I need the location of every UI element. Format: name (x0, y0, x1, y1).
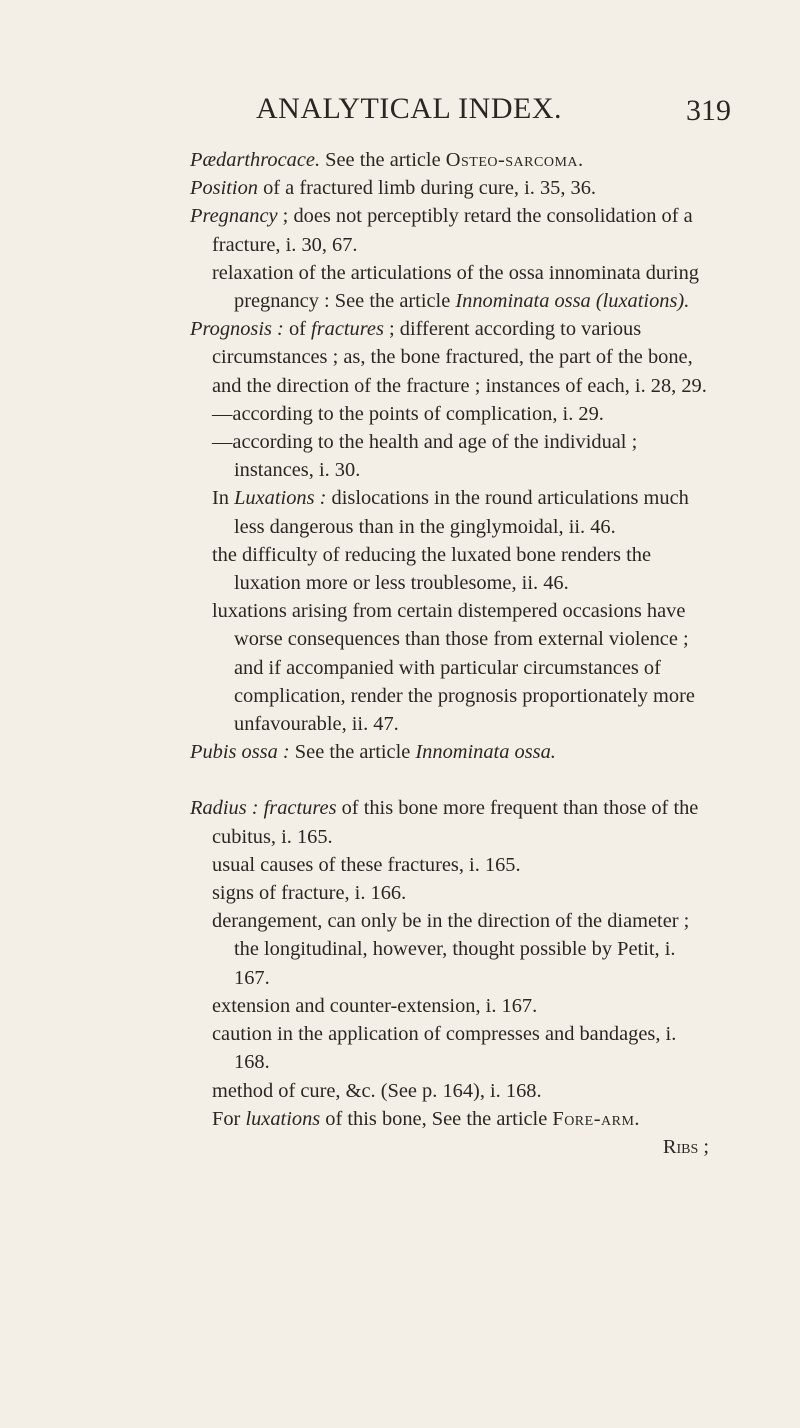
entry-text: luxations arising from certain distempered occasions have worse consequences than those from external violence ; and if accompanied with particular circumstances of complication, render the prognosis proportionately more unfavourable, ii. 47. (212, 600, 695, 736)
page-header (0, 92, 800, 132)
entry-text: relaxation of the articulations of the ossa innominata during pregnancy : See the article (212, 261, 699, 313)
index-entry (190, 174, 715, 202)
entry-text: of this bone more frequent than those of the cubitus, i. 165. (212, 797, 699, 848)
entry-text: signs of fracture, i. 166. (212, 882, 407, 905)
entry-reference: Osteo-sarcoma. (445, 149, 584, 171)
index-entry (190, 1105, 715, 1133)
index-entry (190, 597, 715, 738)
entry-reference: Fore-arm. (552, 1107, 640, 1130)
index-entry (190, 738, 715, 766)
index-body (190, 146, 715, 1161)
index-entry (190, 907, 715, 992)
entry-term: Pædarthrocace. (190, 149, 321, 171)
index-entry (190, 400, 715, 428)
index-entry (190, 851, 715, 879)
entry-text: ; does not perceptibly retard the consolidation of a fracture, i. 30, 67. (212, 205, 693, 256)
entry-term: Radius : (190, 797, 259, 820)
entry-reference: Innominata ossa. (415, 741, 556, 764)
entry-text: of this bone, See the article (320, 1107, 553, 1130)
index-entry (190, 541, 715, 597)
index-entry (190, 1020, 715, 1076)
entry-text: extension and counter-extension, i. 167. (212, 994, 538, 1017)
entry-text: See the article (320, 149, 446, 171)
entry-text: In (212, 487, 235, 510)
entry-term: Prognosis : (190, 318, 284, 341)
entry-text: the difficulty of reducing the luxated bone renders the luxation more or less troublesome, ii. 46. (212, 543, 652, 595)
entry-term: fractures (311, 318, 384, 341)
entry-term: fractures (263, 797, 337, 820)
index-entry (190, 428, 715, 484)
index-entry (190, 992, 715, 1020)
index-entry (190, 794, 715, 850)
index-entry (190, 879, 715, 907)
entry-term: Luxations : (234, 487, 327, 510)
entry-text: dislocations in the round articulations much less dangerous than in the ginglymoidal, ii. 46. (234, 487, 689, 538)
entry-term: Pregnancy (190, 205, 278, 228)
index-entry (190, 315, 715, 400)
entry-text: caution in the application of compresses and bandages, i. 168. (212, 1023, 677, 1074)
index-entry (190, 484, 715, 540)
index-entry (190, 146, 715, 174)
index-entry (190, 1077, 715, 1105)
index-entry (190, 202, 715, 258)
entry-text: ; different according to various circumstances ; as, the bone fractured, the part of the bone, and the direction of the fracture ; instances of each, i. 28, 29. (212, 318, 707, 397)
entry-term: Position (190, 177, 258, 200)
entry-text: —according to the health and age of the individual ; instances, i. 30. (212, 431, 638, 482)
entry-term: Pubis ossa : (190, 741, 290, 764)
entry-text: of (283, 318, 312, 341)
running-title: ANALYTICAL INDEX. (256, 92, 562, 125)
entry-text: derangement, can only be in the direction of the diameter ; the longitudinal, however, thought possible by Petit, i. 167. (212, 910, 690, 989)
index-entry (190, 259, 715, 315)
entry-text: For (212, 1107, 246, 1130)
entry-reference: Innominata ossa (luxations). (455, 290, 690, 313)
entry-text: usual causes of these fractures, i. 165. (212, 853, 521, 876)
entry-text: of a fractured limb during cure, i. 35, 36. (257, 177, 597, 200)
entry-text: method of cure, &c. (See p. 164), i. 168. (212, 1079, 542, 1102)
catchword: Ribs ; (662, 1135, 709, 1158)
entry-term: luxations (245, 1107, 321, 1130)
page-number: 319 (686, 94, 731, 127)
entry-text: See the article (289, 741, 416, 764)
entry-text: —according to the points of complication, i. 29. (212, 402, 604, 425)
